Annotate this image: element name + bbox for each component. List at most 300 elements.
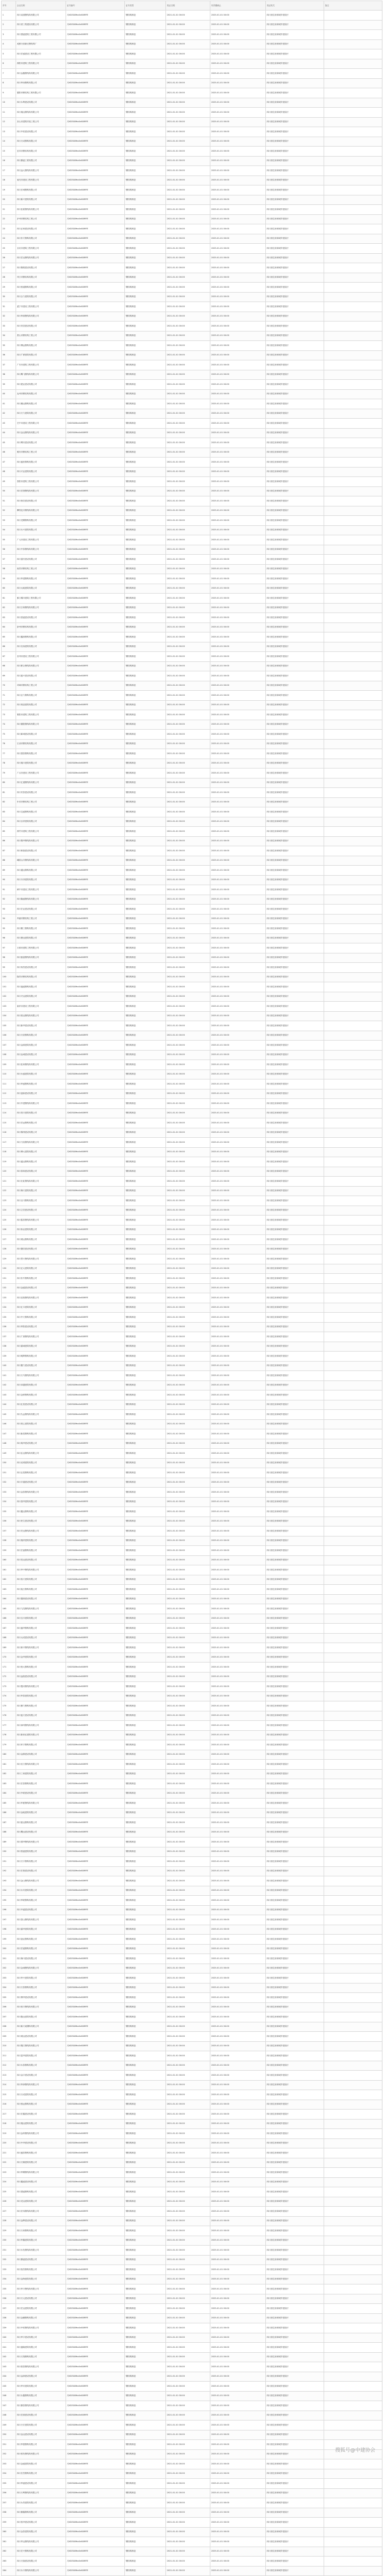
cell-cert-no: 川XD3G8Ho0vN3iRFE	[66, 1400, 125, 1410]
cell-company: 四川同心建筑有限公司	[16, 1419, 66, 1429]
cell-cert-no: 川XD3G8Ho0vN3iRFE	[66, 2508, 125, 2518]
cell-index: 13	[2, 127, 16, 137]
cell-expiry-date: 2025-01-01 00:00	[210, 564, 266, 574]
cell-company: 四川合力建筑有限公司	[16, 292, 66, 302]
cell-index: 24	[2, 234, 16, 244]
cell-issue-date: 2021-01-01 00:00	[166, 370, 210, 380]
header-authority: 发证机关	[266, 1, 324, 11]
cell-authority: 四川省住房和城乡建设厅	[266, 1138, 324, 1148]
cell-expiry-date: 2025-01-01 00:00	[210, 20, 266, 30]
cell-issue-date: 2021-01-01 00:00	[166, 1274, 210, 1284]
table-row	[2, 1594, 382, 1604]
table-row	[2, 720, 382, 730]
cell-cert-type: 钢结构制造	[125, 652, 166, 662]
cell-expiry-date: 2025-01-01 00:00	[210, 2071, 266, 2081]
cell-cert-no: 川XD3G8Ho0vN3iRFE	[66, 2566, 125, 2576]
table-row	[2, 2061, 382, 2071]
cell-company: 四川新世纪建筑有限公司	[16, 1730, 66, 1740]
cell-issue-date: 2021-01-01 00:00	[166, 1332, 210, 1342]
cell-index: 136	[2, 1322, 16, 1332]
cell-expiry-date: 2025-01-01 00:00	[210, 1565, 266, 1575]
cell-issue-date: 2021-01-01 00:00	[166, 234, 210, 244]
cell-authority: 四川省住房和城乡建设厅	[266, 1536, 324, 1546]
cell-company: 四川汇丰建筑有限公司	[16, 1303, 66, 1313]
cell-expiry-date: 2025-01-01 00:00	[210, 117, 266, 127]
cell-remark	[324, 30, 382, 40]
cell-remark	[324, 1390, 382, 1400]
cell-remark	[324, 1585, 382, 1595]
cell-issue-date: 2021-01-01 00:00	[166, 2226, 210, 2236]
cell-issue-date: 2021-01-01 00:00	[166, 2294, 210, 2304]
cell-company: 四川金鑫钢结构有限公司	[16, 69, 66, 79]
cell-remark	[324, 59, 382, 69]
cell-index: 82	[2, 797, 16, 807]
cell-expiry-date: 2025-01-01 00:00	[210, 1964, 266, 1974]
cell-remark	[324, 1604, 382, 1614]
cell-company: 四川天成钢构有限公司	[16, 137, 66, 147]
cell-issue-date: 2021-01-01 00:00	[166, 1225, 210, 1235]
cell-company: 四川通达钢构有限公司	[16, 866, 66, 876]
cell-company: 四川盛达钢构有限公司	[16, 1157, 66, 1167]
cell-index: 114	[2, 1108, 16, 1118]
cell-index: 182	[2, 1769, 16, 1779]
table-row	[2, 380, 382, 390]
cell-index: 150	[2, 1458, 16, 1468]
cell-issue-date: 2021-01-01 00:00	[166, 1827, 210, 1837]
cell-cert-no: 川XD3G8Ho0vN3iRFE	[66, 1390, 125, 1400]
cell-index: 256	[2, 2488, 16, 2498]
cell-issue-date: 2021-01-01 00:00	[166, 905, 210, 915]
cell-company: 四川吉祥建筑有限公司	[16, 817, 66, 827]
table-row	[2, 2177, 382, 2187]
table-row	[2, 2110, 382, 2120]
cell-authority: 四川省住房和城乡建设厅	[266, 1546, 324, 1556]
cell-authority: 四川省住房和城乡建设厅	[266, 1089, 324, 1099]
cell-expiry-date: 2025-01-01 00:00	[210, 214, 266, 224]
table-row	[2, 2022, 382, 2032]
cell-cert-no: 川XD3G8Ho0vN3iRFE	[66, 2294, 125, 2304]
cell-cert-type: 钢结构制造	[125, 1808, 166, 1818]
cell-cert-type: 钢结构制造	[125, 2459, 166, 2469]
cell-index: 38	[2, 370, 16, 380]
cell-expiry-date: 2025-01-01 00:00	[210, 807, 266, 817]
cell-authority: 四川省住房和城乡建设厅	[266, 2304, 324, 2314]
cell-cert-type: 钢结构制造	[125, 2401, 166, 2411]
cell-index: 43	[2, 419, 16, 429]
cell-authority: 四川省住房和城乡建设厅	[266, 1380, 324, 1390]
cell-remark	[324, 20, 382, 30]
cell-company: 四川远大钢结构有限公司	[16, 166, 66, 176]
table-row	[2, 1701, 382, 1711]
cell-index: 106	[2, 1031, 16, 1041]
cell-index: 156	[2, 1517, 16, 1526]
cell-cert-type: 钢结构制造	[125, 1905, 166, 1915]
cell-cert-type: 钢结构制造	[125, 458, 166, 468]
cell-company: 四川金盛建设有限公司	[16, 1283, 66, 1293]
cell-cert-no: 川XD3G8Ho0vN3iRFE	[66, 1837, 125, 1847]
cell-company: 四川安达钢结构有限公司	[16, 1526, 66, 1536]
cell-index: 162	[2, 1575, 16, 1585]
cell-cert-no: 川XD3G8Ho0vN3iRFE	[66, 2148, 125, 2158]
cell-index: 219	[2, 2129, 16, 2139]
cell-authority: 四川省住房和城乡建设厅	[266, 545, 324, 555]
cell-cert-no: 川XD3G8Ho0vN3iRFE	[66, 302, 125, 312]
cell-cert-no: 川XD3G8Ho0vN3iRFE	[66, 1254, 125, 1264]
table-row	[2, 1147, 382, 1157]
cell-expiry-date: 2025-01-01 00:00	[210, 448, 266, 458]
cell-issue-date: 2021-01-01 00:00	[166, 2488, 210, 2498]
cell-cert-type: 钢结构制造	[125, 2246, 166, 2256]
cell-cert-no: 川XD3G8Ho0vN3iRFE	[66, 2236, 125, 2246]
cell-company: 四川永昌建筑有限公司	[16, 2498, 66, 2508]
cell-expiry-date: 2025-01-01 00:00	[210, 1536, 266, 1546]
cell-expiry-date: 2025-01-01 00:00	[210, 603, 266, 613]
cell-cert-no: 川XD3G8Ho0vN3iRFE	[66, 1721, 125, 1731]
cell-issue-date: 2021-01-01 00:00	[166, 1915, 210, 1925]
cell-remark	[324, 603, 382, 613]
cell-authority: 四川省住房和城乡建设厅	[266, 59, 324, 69]
cell-cert-type: 钢结构制造	[125, 302, 166, 312]
table-row	[2, 1896, 382, 1906]
cell-expiry-date: 2025-01-01 00:00	[210, 1585, 266, 1595]
table-row	[2, 1429, 382, 1439]
cell-remark	[324, 769, 382, 779]
cell-company: 四川金润建设有限公司	[16, 2372, 66, 2382]
cell-cert-no: 川XD3G8Ho0vN3iRFE	[66, 341, 125, 351]
cell-authority: 四川省住房和城乡建设厅	[266, 2177, 324, 2187]
cell-issue-date: 2021-01-01 00:00	[166, 1857, 210, 1867]
cell-authority: 四川省住房和城乡建设厅	[266, 438, 324, 448]
cell-expiry-date: 2025-01-01 00:00	[210, 535, 266, 545]
cell-authority: 四川省住房和城乡建设厅	[266, 535, 324, 545]
cell-cert-type: 钢结构制造	[125, 1663, 166, 1673]
cell-cert-no: 川XD3G8Ho0vN3iRFE	[66, 253, 125, 263]
table-row	[2, 2537, 382, 2547]
cell-index: 32	[2, 312, 16, 322]
table-row	[2, 2479, 382, 2489]
cell-expiry-date: 2025-01-01 00:00	[210, 1206, 266, 1216]
cell-expiry-date: 2025-01-01 00:00	[210, 1283, 266, 1293]
cell-cert-type: 钢结构制造	[125, 2119, 166, 2129]
cell-index: 148	[2, 1439, 16, 1449]
cell-cert-type: 钢结构制造	[125, 2158, 166, 2168]
cell-authority: 四川省住房和城乡建设厅	[266, 2216, 324, 2226]
table-row	[2, 2187, 382, 2197]
table-row	[2, 448, 382, 458]
table-row	[2, 2391, 382, 2401]
cell-issue-date: 2021-01-01 00:00	[166, 108, 210, 118]
table-row	[2, 846, 382, 856]
cell-issue-date: 2021-01-01 00:00	[166, 545, 210, 555]
cell-expiry-date: 2025-01-01 00:00	[210, 1624, 266, 1634]
cell-cert-no: 川XD3G8Ho0vN3iRFE	[66, 1196, 125, 1206]
cell-expiry-date: 2025-01-01 00:00	[210, 1663, 266, 1673]
table-row	[2, 2518, 382, 2528]
cell-remark	[324, 1225, 382, 1235]
cell-expiry-date: 2025-01-01 00:00	[210, 1730, 266, 1740]
cell-expiry-date: 2025-01-01 00:00	[210, 856, 266, 866]
cell-issue-date: 2021-01-01 00:00	[166, 2246, 210, 2256]
cell-issue-date: 2021-01-01 00:00	[166, 1896, 210, 1906]
cell-cert-type: 钢结构制造	[125, 1740, 166, 1750]
cell-cert-no: 川XD3G8Ho0vN3iRFE	[66, 1925, 125, 1935]
cell-remark	[324, 1672, 382, 1682]
cell-remark	[324, 2527, 382, 2537]
cell-cert-no: 川XD3G8Ho0vN3iRFE	[66, 1730, 125, 1740]
cell-issue-date: 2021-01-01 00:00	[166, 1993, 210, 2003]
cell-cert-type: 钢结构制造	[125, 613, 166, 623]
cell-authority: 四川省住房和城乡建设厅	[266, 2246, 324, 2256]
cell-remark	[324, 1964, 382, 1974]
cell-issue-date: 2021-01-01 00:00	[166, 924, 210, 934]
cell-issue-date: 2021-01-01 00:00	[166, 759, 210, 769]
cell-index: 11	[2, 108, 16, 118]
cell-remark	[324, 312, 382, 322]
cell-remark	[324, 486, 382, 496]
cell-cert-no: 川XD3G8Ho0vN3iRFE	[66, 11, 125, 21]
cell-expiry-date: 2025-01-01 00:00	[210, 302, 266, 312]
cell-remark	[324, 1517, 382, 1526]
cell-expiry-date: 2025-01-01 00:00	[210, 2129, 266, 2139]
cell-authority: 四川省住房和城乡建设厅	[266, 49, 324, 59]
cell-authority: 四川省住房和城乡建设厅	[266, 1701, 324, 1711]
cell-index: 199	[2, 1935, 16, 1945]
cell-index: 29	[2, 283, 16, 293]
cell-authority: 四川省住房和城乡建设厅	[266, 2313, 324, 2323]
cell-expiry-date: 2025-01-01 00:00	[210, 943, 266, 953]
cell-company: 四川龙腾钢构有限公司	[16, 516, 66, 526]
cell-issue-date: 2021-01-01 00:00	[166, 1371, 210, 1381]
cell-cert-no: 川XD3G8Ho0vN3iRFE	[66, 807, 125, 817]
cell-issue-date: 2021-01-01 00:00	[166, 1536, 210, 1546]
cell-cert-type: 钢结构制造	[125, 78, 166, 88]
cell-index: 129	[2, 1254, 16, 1264]
cell-issue-date: 2021-01-01 00:00	[166, 632, 210, 642]
cell-cert-type: 钢结构制造	[125, 2284, 166, 2294]
table-row	[2, 2148, 382, 2158]
cell-remark	[324, 2012, 382, 2022]
cell-index: 239	[2, 2323, 16, 2333]
cell-cert-type: 钢结构制造	[125, 700, 166, 710]
cell-index: 195	[2, 1896, 16, 1906]
cell-remark	[324, 350, 382, 360]
cell-cert-type: 钢结构制造	[125, 2110, 166, 2120]
table-row	[2, 2265, 382, 2275]
table-row	[2, 2080, 382, 2090]
cell-cert-no: 川XD3G8Ho0vN3iRFE	[66, 1594, 125, 1604]
cell-cert-type: 钢结构制造	[125, 1711, 166, 1721]
cell-company: 四川海天建筑有限公司	[16, 1186, 66, 1196]
cell-company: 峨眉山市钢结构有限公司	[16, 856, 66, 866]
cell-issue-date: 2021-01-01 00:00	[166, 2537, 210, 2547]
cell-authority: 四川省住房和城乡建设厅	[266, 360, 324, 370]
cell-expiry-date: 2025-01-01 00:00	[210, 1342, 266, 1352]
cell-authority: 四川省住房和城乡建设厅	[266, 1633, 324, 1643]
cell-index: 192	[2, 1866, 16, 1876]
cell-cert-no: 川XD3G8Ho0vN3iRFE	[66, 2372, 125, 2382]
table-row	[2, 108, 382, 118]
cell-issue-date: 2021-01-01 00:00	[166, 1526, 210, 1536]
cell-authority: 四川省住房和城乡建设厅	[266, 1974, 324, 1984]
cell-remark	[324, 2177, 382, 2187]
cell-company: 四川长虹钢结构有限公司	[16, 1177, 66, 1187]
cell-company: 四川浩天建筑有限公司	[16, 1575, 66, 1585]
cell-issue-date: 2021-01-01 00:00	[166, 613, 210, 623]
cell-cert-type: 钢结构制造	[125, 2498, 166, 2508]
watermark: 搜狐号@中建协会	[335, 2448, 375, 2453]
cell-expiry-date: 2025-01-01 00:00	[210, 1410, 266, 1420]
cell-issue-date: 2021-01-01 00:00	[166, 1546, 210, 1556]
cell-cert-no: 川XD3G8Ho0vN3iRFE	[66, 1526, 125, 1536]
cell-remark	[324, 797, 382, 807]
cell-authority: 四川省住房和城乡建设厅	[266, 2090, 324, 2100]
cell-expiry-date: 2025-01-01 00:00	[210, 49, 266, 59]
cell-authority: 四川省住房和城乡建设厅	[266, 1837, 324, 1847]
cell-issue-date: 2021-01-01 00:00	[166, 817, 210, 827]
cell-company: 四川鼎泰钢结构有限公司	[16, 2401, 66, 2411]
cell-authority: 四川省住房和城乡建设厅	[266, 749, 324, 759]
cell-authority: 四川省住房和城乡建设厅	[266, 1449, 324, 1459]
cell-index: 84	[2, 817, 16, 827]
cell-cert-no: 川XD3G8Ho0vN3iRFE	[66, 360, 125, 370]
table-row	[2, 399, 382, 409]
cell-remark	[324, 1614, 382, 1624]
cell-remark	[324, 2041, 382, 2051]
cell-company: 四川奥华建设有限公司	[16, 1439, 66, 1449]
cell-issue-date: 2021-01-01 00:00	[166, 98, 210, 108]
cell-issue-date: 2021-01-01 00:00	[166, 691, 210, 701]
cell-expiry-date: 2025-01-01 00:00	[210, 1740, 266, 1750]
cell-cert-type: 钢结构制造	[125, 642, 166, 652]
cell-issue-date: 2021-01-01 00:00	[166, 486, 210, 496]
cell-issue-date: 2021-01-01 00:00	[166, 2168, 210, 2178]
cell-index: 241	[2, 2343, 16, 2353]
cell-cert-type: 钢结构制造	[125, 594, 166, 604]
cell-index: 149	[2, 1449, 16, 1459]
cell-issue-date: 2021-01-01 00:00	[166, 1089, 210, 1099]
cell-expiry-date: 2025-01-01 00:00	[210, 1993, 266, 2003]
cell-authority: 四川省住房和城乡建设厅	[266, 2110, 324, 2120]
cell-remark	[324, 496, 382, 506]
cell-company: 四川金桥钢构有限公司	[16, 1390, 66, 1400]
cell-cert-no: 川XD3G8Ho0vN3iRFE	[66, 836, 125, 846]
cell-company: 四川天力建筑有限公司	[16, 409, 66, 419]
cell-expiry-date: 2025-01-01 00:00	[210, 730, 266, 740]
cell-authority: 四川省住房和城乡建设厅	[266, 166, 324, 176]
cell-issue-date: 2021-01-01 00:00	[166, 2012, 210, 2022]
cell-cert-type: 钢结构制造	[125, 730, 166, 740]
cell-remark	[324, 1730, 382, 1740]
cell-cert-no: 川XD3G8Ho0vN3iRFE	[66, 1974, 125, 1984]
cell-expiry-date: 2025-01-01 00:00	[210, 953, 266, 963]
cell-remark	[324, 632, 382, 642]
cell-issue-date: 2021-01-01 00:00	[166, 399, 210, 409]
cell-index: 263	[2, 2557, 16, 2567]
cell-expiry-date: 2025-01-01 00:00	[210, 2012, 266, 2022]
cell-expiry-date: 2025-01-01 00:00	[210, 2294, 266, 2304]
table-row	[2, 545, 382, 555]
cell-authority: 四川省住房和城乡建设厅	[266, 1439, 324, 1449]
cell-cert-type: 钢结构制造	[125, 1206, 166, 1216]
cell-cert-type: 钢结构制造	[125, 1925, 166, 1935]
cell-index: 102	[2, 992, 16, 1002]
cell-expiry-date: 2025-01-01 00:00	[210, 797, 266, 807]
cell-index: 35	[2, 341, 16, 351]
cell-remark	[324, 652, 382, 662]
cell-company: 四川神州钢结构有限公司	[16, 1721, 66, 1731]
cell-index: 96	[2, 933, 16, 943]
cell-issue-date: 2021-01-01 00:00	[166, 147, 210, 157]
cell-index: 205	[2, 1993, 16, 2003]
cell-cert-type: 钢结构制造	[125, 797, 166, 807]
cell-company: 四川恒华建设有限公司	[16, 2518, 66, 2528]
cell-cert-no: 川XD3G8Ho0vN3iRFE	[66, 2469, 125, 2479]
cell-cert-no: 川XD3G8Ho0vN3iRFE	[66, 1857, 125, 1867]
cell-index: 262	[2, 2547, 16, 2557]
cell-cert-no: 川XD3G8Ho0vN3iRFE	[66, 2138, 125, 2148]
cell-remark	[324, 2197, 382, 2207]
cell-expiry-date: 2025-01-01 00:00	[210, 1264, 266, 1274]
cell-authority: 四川省住房和城乡建设厅	[266, 759, 324, 769]
cell-expiry-date: 2025-01-01 00:00	[210, 1478, 266, 1488]
cell-expiry-date: 2025-01-01 00:00	[210, 584, 266, 594]
cell-remark	[324, 564, 382, 574]
cell-index: 207	[2, 2012, 16, 2022]
cell-index: 254	[2, 2469, 16, 2479]
cell-cert-type: 钢结构制造	[125, 525, 166, 535]
cell-expiry-date: 2025-01-01 00:00	[210, 613, 266, 623]
cell-cert-no: 川XD3G8Ho0vN3iRFE	[66, 2168, 125, 2178]
cell-cert-no: 川XD3G8Ho0vN3iRFE	[66, 797, 125, 807]
cell-authority: 四川省住房和城乡建设厅	[266, 2566, 324, 2576]
cell-index: 70	[2, 681, 16, 691]
cell-cert-no: 川XD3G8Ho0vN3iRFE	[66, 525, 125, 535]
cell-company: 四川正大建筑有限公司	[16, 1264, 66, 1274]
cell-cert-no: 川XD3G8Ho0vN3iRFE	[66, 2110, 125, 2120]
table-row	[2, 1274, 382, 1284]
cell-cert-no: 川XD3G8Ho0vN3iRFE	[66, 78, 125, 88]
cell-cert-no: 川XD3G8Ho0vN3iRFE	[66, 2012, 125, 2022]
cell-index: 15	[2, 147, 16, 157]
cell-index: 169	[2, 1643, 16, 1653]
table-row	[2, 156, 382, 166]
cell-remark	[324, 1876, 382, 1886]
table-row	[2, 1099, 382, 1109]
cell-issue-date: 2021-01-01 00:00	[166, 2352, 210, 2362]
cell-issue-date: 2021-01-01 00:00	[166, 448, 210, 458]
cell-company: 四川恒发钢结构有限公司	[16, 2449, 66, 2459]
cell-company: 四川中联建设有限公司	[16, 1789, 66, 1799]
cell-cert-type: 钢结构制造	[125, 2430, 166, 2440]
table-row	[2, 1254, 382, 1264]
cell-company: 四川东升钢构有限公司	[16, 1274, 66, 1284]
cell-index: 27	[2, 263, 16, 273]
cell-authority: 四川省住房和城乡建设厅	[266, 2527, 324, 2537]
cell-remark	[324, 2187, 382, 2197]
table-row	[2, 730, 382, 740]
cell-cert-type: 钢结构制造	[125, 1594, 166, 1604]
cell-issue-date: 2021-01-01 00:00	[166, 1983, 210, 1993]
cell-remark	[324, 2323, 382, 2333]
cell-issue-date: 2021-01-01 00:00	[166, 1779, 210, 1789]
cell-cert-no: 川XD3G8Ho0vN3iRFE	[66, 2187, 125, 2197]
cell-cert-no: 川XD3G8Ho0vN3iRFE	[66, 1769, 125, 1779]
cell-issue-date: 2021-01-01 00:00	[166, 574, 210, 584]
cell-index: 200	[2, 1944, 16, 1954]
cell-authority: 四川省住房和城乡建设厅	[266, 1177, 324, 1187]
cell-remark	[324, 1983, 382, 1993]
table-row	[2, 1342, 382, 1352]
